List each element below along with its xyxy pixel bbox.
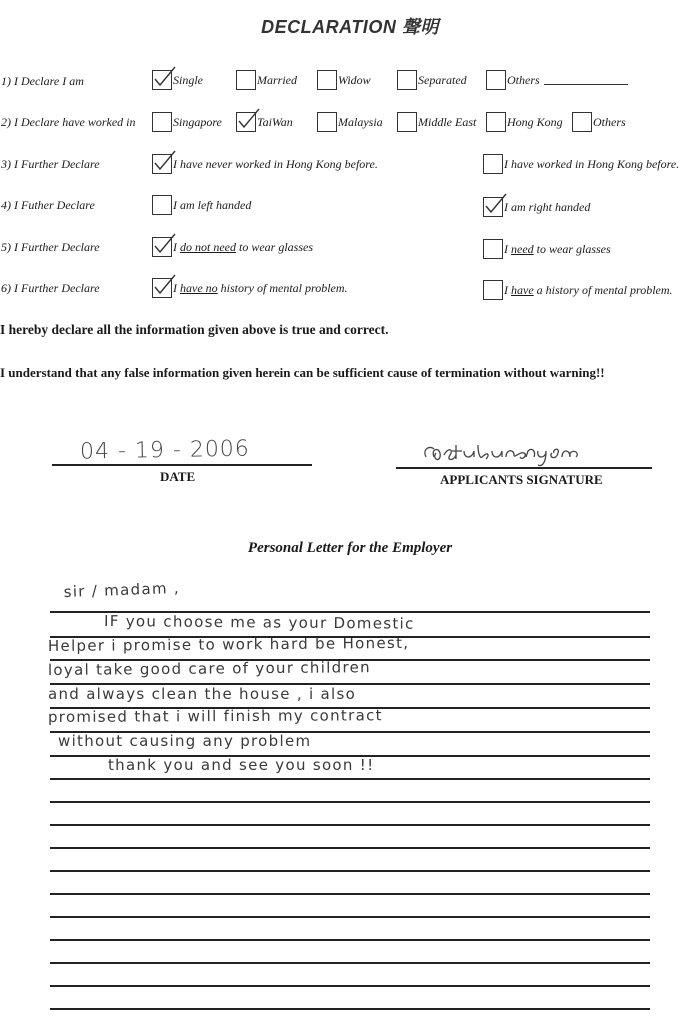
row-5-label: 5) I Further Declare (1, 240, 100, 254)
date-line[interactable] (52, 464, 312, 466)
option-label: Middle East (418, 114, 477, 129)
option-label-post: a history of mental problem. (533, 282, 673, 297)
option-singapore[interactable] (152, 112, 222, 132)
letter-ruled-line (50, 778, 650, 780)
checkbox-hong-kong[interactable] (486, 112, 506, 132)
checkbox-married[interactable] (236, 70, 256, 90)
checkbox-right-handed[interactable] (483, 197, 503, 217)
date-handwritten: 04 - 19 - 2006 (79, 436, 251, 465)
option-label-pre: I (504, 241, 511, 256)
letter-line-7: without causing any problem (58, 732, 312, 750)
letter-line-8: thank you and see you soon !! (108, 756, 375, 774)
checkbox-others[interactable] (486, 70, 506, 90)
letter-line-2: IF you choose me as your Domestic (104, 612, 415, 633)
option-label: I have worked in Hong Kong before. (504, 156, 680, 171)
letter-line-5: and always clean the house , i also (48, 685, 357, 703)
option-malaysia[interactable] (317, 112, 383, 132)
letter-ruled-line (50, 636, 650, 638)
checkbox-taiwan[interactable] (236, 112, 256, 132)
checkmark-icon (151, 232, 177, 256)
option-label: TaiWan (257, 114, 293, 129)
option-label-underlined: do not need (180, 239, 236, 254)
checkbox-left-handed[interactable] (152, 195, 172, 215)
letter-ruled-line (50, 1008, 650, 1010)
option-label: Others (507, 72, 540, 87)
letter-ruled-line (50, 731, 650, 733)
letter-ruled-line (50, 893, 650, 895)
option-label: Married (257, 72, 297, 87)
option-no-mental-history[interactable] (152, 278, 348, 298)
row-2-label: 2) I Declare have worked in (1, 115, 136, 129)
option-separated[interactable] (397, 70, 467, 90)
row-6-label: 6) I Further Declare (1, 281, 100, 295)
option-worked-hk[interactable] (483, 154, 679, 174)
checkbox-worked-hk[interactable] (483, 154, 503, 174)
option-taiwan[interactable] (236, 112, 293, 132)
letter-ruled-line (50, 683, 650, 685)
option-label-pre: I (173, 280, 180, 295)
checkbox-middle-east[interactable] (397, 112, 417, 132)
option-label-underlined: need (511, 241, 534, 256)
letter-ruled-line (50, 801, 650, 803)
option-middle-east[interactable] (397, 112, 476, 132)
option-label-pre: I (504, 282, 511, 297)
declaration-title: DECLARATION 聲明 (261, 17, 439, 37)
option-hong-kong[interactable] (486, 112, 563, 132)
option-label: Malaysia (338, 114, 383, 129)
checkbox-single[interactable] (152, 70, 172, 90)
applicant-signature (420, 441, 590, 469)
signature-label: APPLICANTS SIGNATURE (440, 472, 603, 487)
checkbox-others-country[interactable] (572, 112, 592, 132)
letter-ruled-line (50, 755, 650, 757)
option-single[interactable] (152, 70, 203, 90)
checkmark-icon (482, 192, 508, 216)
letter-ruled-line (50, 962, 650, 964)
letter-ruled-line (50, 824, 650, 826)
letter-line-6: promised that i will finish my contract (47, 706, 383, 726)
checkmark-icon (151, 65, 177, 89)
declaration-statement-true: I hereby declare all the information given above is true and correct. (0, 322, 389, 337)
letter-ruled-line (50, 659, 650, 661)
option-label: Singapore (173, 114, 222, 129)
option-label: I am left handed (173, 197, 252, 212)
option-has-mental-history[interactable] (483, 280, 673, 300)
checkbox-malaysia[interactable] (317, 112, 337, 132)
option-label: I am right handed (504, 199, 591, 214)
option-label-post: history of mental problem. (217, 280, 348, 295)
checkbox-widow[interactable] (317, 70, 337, 90)
letter-line-1: sir / madam , (63, 578, 181, 601)
option-left-handed[interactable] (152, 195, 251, 215)
checkmark-icon (151, 273, 177, 297)
option-label-underlined: have (511, 282, 534, 297)
checkbox-singapore[interactable] (152, 112, 172, 132)
option-need-glasses[interactable] (483, 239, 611, 259)
option-widow[interactable] (317, 70, 371, 90)
letter-ruled-line (50, 985, 650, 987)
checkbox-has-mental-history[interactable] (483, 280, 503, 300)
row-4-label: 4) I Futher Declare (1, 198, 95, 212)
option-label: Hong Kong (507, 114, 563, 129)
checkbox-never-worked-hk[interactable] (152, 154, 172, 174)
letter-ruled-line (50, 847, 650, 849)
option-label: Others (593, 114, 626, 129)
option-label-underlined: have no (180, 280, 218, 295)
letter-ruled-line (50, 870, 650, 872)
option-label-post: to wear glasses (533, 241, 611, 256)
option-right-handed[interactable] (483, 197, 590, 217)
letter-ruled-line (50, 916, 650, 918)
option-label-pre: I (173, 239, 180, 254)
option-label: Widow (338, 72, 371, 87)
option-label: I have never worked in Hong Kong before. (173, 156, 378, 171)
row-3-label: 3) I Further Declare (1, 157, 100, 171)
letter-title: Personal Letter for the Employer (247, 540, 453, 556)
option-others-country[interactable] (572, 112, 626, 132)
row-1-label: 1) I Declare I am (1, 74, 84, 88)
checkbox-no-glasses[interactable] (152, 237, 172, 257)
letter-ruled-line (50, 939, 650, 941)
checkbox-separated[interactable] (397, 70, 417, 90)
letter-line-4: loyal take good care of your children (47, 658, 372, 679)
letter-ruled-line (50, 611, 650, 613)
option-label-post: to wear glasses (236, 239, 314, 254)
option-never-worked-hk[interactable] (152, 154, 378, 174)
signature-line[interactable] (396, 467, 652, 469)
checkbox-need-glasses[interactable] (483, 239, 503, 259)
letter-ruled-line (50, 707, 650, 709)
others-blank-line[interactable] (544, 75, 628, 85)
option-label: Separated (418, 72, 467, 87)
date-label: DATE (160, 469, 196, 484)
option-others[interactable] (486, 70, 628, 90)
option-no-glasses[interactable] (152, 237, 313, 257)
checkmark-icon (235, 107, 261, 131)
checkbox-no-mental-history[interactable] (152, 278, 172, 298)
letter-line-3: Helper i promise to work hard be Honest, (47, 633, 410, 655)
option-married[interactable] (236, 70, 297, 90)
checkmark-icon (151, 149, 177, 173)
declaration-statement-termination: I understand that any false information given herein can be sufficient cause of termination without warning!! (0, 365, 605, 380)
option-label: Single (173, 72, 203, 87)
